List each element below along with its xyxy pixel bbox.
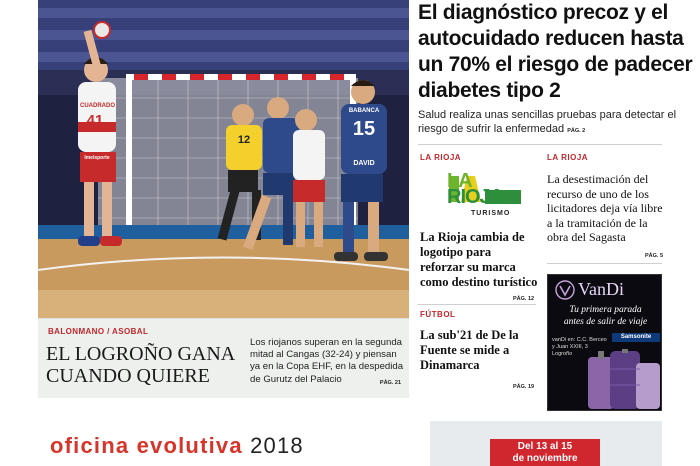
vandi-tagline-2: antes de salir de viaje — [563, 317, 648, 327]
lead-story-page: PÁG. 21 — [379, 380, 401, 386]
jersey-blue-name-bottom: DAVID — [353, 160, 375, 167]
divider — [547, 263, 662, 264]
vandi-logo-icon — [554, 279, 576, 301]
lead-story-caption — [38, 318, 409, 398]
logo-line2: RIOJA — [447, 186, 504, 208]
divider — [418, 304, 536, 305]
la-rioja-turismo-logo — [445, 172, 523, 222]
banner-promo — [430, 421, 662, 466]
vandi-ad[interactable] — [547, 274, 662, 411]
top-story-subhead — [418, 108, 678, 136]
lead-story-summary: Los riojanos superan en la segunda mitad al Cangas (32-24) y piensan ya en la Copa EHF, en la despedida de Gurutz del Palacio — [250, 337, 404, 385]
vandi-address-2: y Juan XXIII, 3 — [552, 344, 588, 350]
brief-logo-headline[interactable]: La Rioja cambia de logotipo para reforzar su marca como destino turístico — [420, 230, 538, 289]
brief-futbol-headline[interactable]: La sub'21 de De la Fuente se mide a Dinamarca — [420, 328, 519, 372]
top-story-page: PÁG. 2 — [567, 128, 586, 134]
banner-dates-2: de noviembre — [512, 453, 578, 464]
suitcases-icon — [548, 349, 662, 411]
vandi-tagline-1: Tu primera parada — [569, 305, 642, 315]
top-story-subhead-text: Salud realiza unas sencillas pruebas para detectar el riesgo de sufrir la enfermedad — [418, 109, 677, 135]
top-story-headline[interactable]: El diagnóstico precoz y el autocuidado reducen hasta un 70% el riesgo de padecer diabetes tipo 2 — [418, 1, 693, 102]
handball-photo — [38, 0, 409, 318]
brief-futbol-section: FÚTBOL — [420, 310, 456, 319]
vandi-address-3: Logroño — [552, 351, 573, 357]
banner-dates — [490, 439, 600, 466]
jersey-blue-name-top: BABANCA — [348, 108, 380, 114]
divider — [418, 144, 662, 145]
brief-sagasta-headline[interactable]: La desestimación del recurso de uno de los licitadores deja vía libre a la tramitación de la obra del Sagasta — [547, 172, 663, 244]
banner-title: oficina evolutiva — [50, 433, 243, 458]
jersey-red-sponsor: Imelsporte — [84, 155, 110, 161]
brief-futbol-page: PÁG. 19 — [513, 384, 535, 390]
banner-year: 2018 — [250, 433, 304, 458]
goalkeeper-number: 12 — [237, 134, 251, 146]
jersey-red-number: 41 — [86, 112, 104, 129]
samsonite-label: Samsonite — [612, 333, 660, 342]
banner-dates-1: Del 13 al 15 — [517, 441, 573, 452]
oficina-evolutiva-banner[interactable] — [38, 417, 662, 466]
brief-sagasta-section: LA RIOJA — [547, 153, 589, 162]
logo-line3: TURISMO — [471, 210, 511, 217]
banner-title-wrap — [50, 433, 304, 459]
lead-story-headline[interactable]: EL LOGROÑO GANA CUANDO QUIERE — [46, 343, 235, 387]
jersey-red-name: CUADRADO — [80, 103, 115, 109]
logo-line1: LA — [447, 170, 472, 192]
jersey-blue-number: 15 — [352, 118, 376, 140]
brief-sagasta-page: PÁG. 5 — [645, 253, 664, 259]
brief-logo-page: PÁG. 12 — [513, 296, 535, 302]
vandi-brand: VanDi — [578, 279, 624, 299]
vandi-address-1: vanDi en: C.C. Berceo — [552, 337, 607, 343]
brief-logo-section: LA RIOJA — [420, 153, 462, 162]
lead-story-kicker: BALONMANO / ASOBAL — [48, 327, 149, 336]
